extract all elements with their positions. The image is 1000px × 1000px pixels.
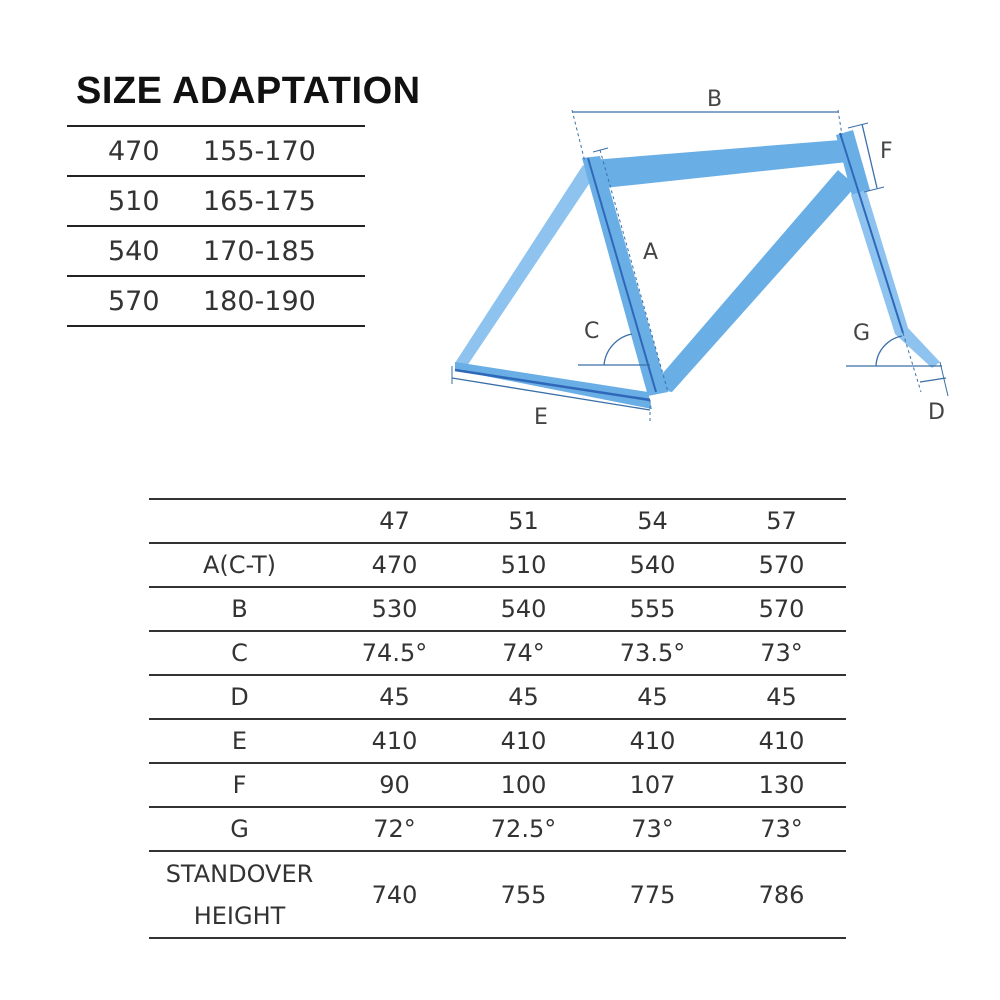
bike-frame-diagram <box>430 75 970 445</box>
row-label: STANDOVER HEIGHT <box>149 851 330 938</box>
row-label: D <box>149 675 330 719</box>
size-row <box>67 127 365 177</box>
table-cell: 45 <box>588 675 717 719</box>
dim-b-ext-right <box>838 110 842 135</box>
down-tube <box>650 170 856 392</box>
table-cell: 410 <box>459 719 588 763</box>
geometry-row <box>149 851 846 938</box>
size-height-range: 155-170 <box>203 136 316 167</box>
geometry-row <box>149 763 846 807</box>
row-label: F <box>149 763 330 807</box>
table-cell: 130 <box>717 763 846 807</box>
table-cell: 90 <box>330 763 459 807</box>
table-cell: 510 <box>459 543 588 587</box>
table-cell: 107 <box>588 763 717 807</box>
table-cell: 530 <box>330 587 459 631</box>
size-height-range: 170-185 <box>203 236 316 267</box>
size-row <box>67 177 365 227</box>
table-cell: 73° <box>717 631 846 675</box>
dim-label-c: C <box>584 319 600 344</box>
geometry-row <box>149 719 846 763</box>
table-cell: 786 <box>717 851 846 938</box>
dim-label-f: F <box>880 139 893 164</box>
top-tube <box>592 140 848 188</box>
table-cell: 570 <box>717 587 846 631</box>
row-label: B <box>149 587 330 631</box>
table-cell: 74° <box>459 631 588 675</box>
row-label: A(C-T) <box>149 543 330 587</box>
size-frame-value: 570 <box>108 286 160 317</box>
table-cell: 72° <box>330 807 459 851</box>
table-cell: 775 <box>588 851 717 938</box>
dim-label-b: B <box>707 87 723 112</box>
size-row <box>67 277 365 327</box>
table-cell: 570 <box>717 543 846 587</box>
table-cell: 740 <box>330 851 459 938</box>
dim-label-d: D <box>928 400 945 425</box>
size-header-cell: 47 <box>330 499 459 543</box>
seat-stay <box>455 165 595 366</box>
dim-g-arc <box>876 336 902 366</box>
table-cell: 45 <box>330 675 459 719</box>
table-cell: 555 <box>588 587 717 631</box>
table-cell: 470 <box>330 543 459 587</box>
dim-label-a: A <box>643 240 659 265</box>
size-frame-value: 510 <box>108 186 160 217</box>
dim-label-e: E <box>534 405 548 430</box>
geometry-row <box>149 543 846 587</box>
size-adaptation-table <box>67 125 365 327</box>
size-height-range: 180-190 <box>203 286 316 317</box>
geometry-row <box>149 807 846 851</box>
dim-a-line <box>600 150 668 392</box>
table-cell: 45 <box>717 675 846 719</box>
row-label: C <box>149 631 330 675</box>
dim-d-line <box>920 378 946 382</box>
geometry-row <box>149 587 846 631</box>
table-cell: 72.5° <box>459 807 588 851</box>
size-frame-value: 540 <box>108 236 160 267</box>
geometry-row <box>149 631 846 675</box>
table-cell: 74.5° <box>330 631 459 675</box>
size-row <box>67 227 365 277</box>
table-cell: 73.5° <box>588 631 717 675</box>
size-adaptation-title: SIZE ADAPTATION <box>76 70 421 112</box>
dim-c-arc <box>604 334 632 365</box>
table-cell: 73° <box>717 807 846 851</box>
geometry-header-row <box>149 499 846 543</box>
size-height-range: 165-175 <box>203 186 316 217</box>
dim-f-tick-top <box>848 123 868 128</box>
geometry-table <box>149 498 846 939</box>
size-header-cell: 51 <box>459 499 588 543</box>
size-header-cell: 54 <box>588 499 717 543</box>
size-frame-value: 470 <box>108 136 160 167</box>
geometry-row <box>149 675 846 719</box>
row-label: G <box>149 807 330 851</box>
table-cell: 540 <box>588 543 717 587</box>
table-cell: 410 <box>330 719 459 763</box>
table-cell: 45 <box>459 675 588 719</box>
table-cell: 540 <box>459 587 588 631</box>
dim-label-g: G <box>853 321 871 346</box>
seat-tube-axis <box>588 158 659 392</box>
table-cell: 73° <box>588 807 717 851</box>
table-cell: 100 <box>459 763 588 807</box>
table-cell: 410 <box>588 719 717 763</box>
table-cell: 755 <box>459 851 588 938</box>
row-label: E <box>149 719 330 763</box>
chain-stay-axis <box>455 370 650 400</box>
table-cell: 410 <box>717 719 846 763</box>
seat-tube <box>582 156 668 396</box>
header-cell-empty <box>149 499 330 543</box>
size-header-cell: 57 <box>717 499 846 543</box>
dim-b-ext-left <box>572 110 585 162</box>
